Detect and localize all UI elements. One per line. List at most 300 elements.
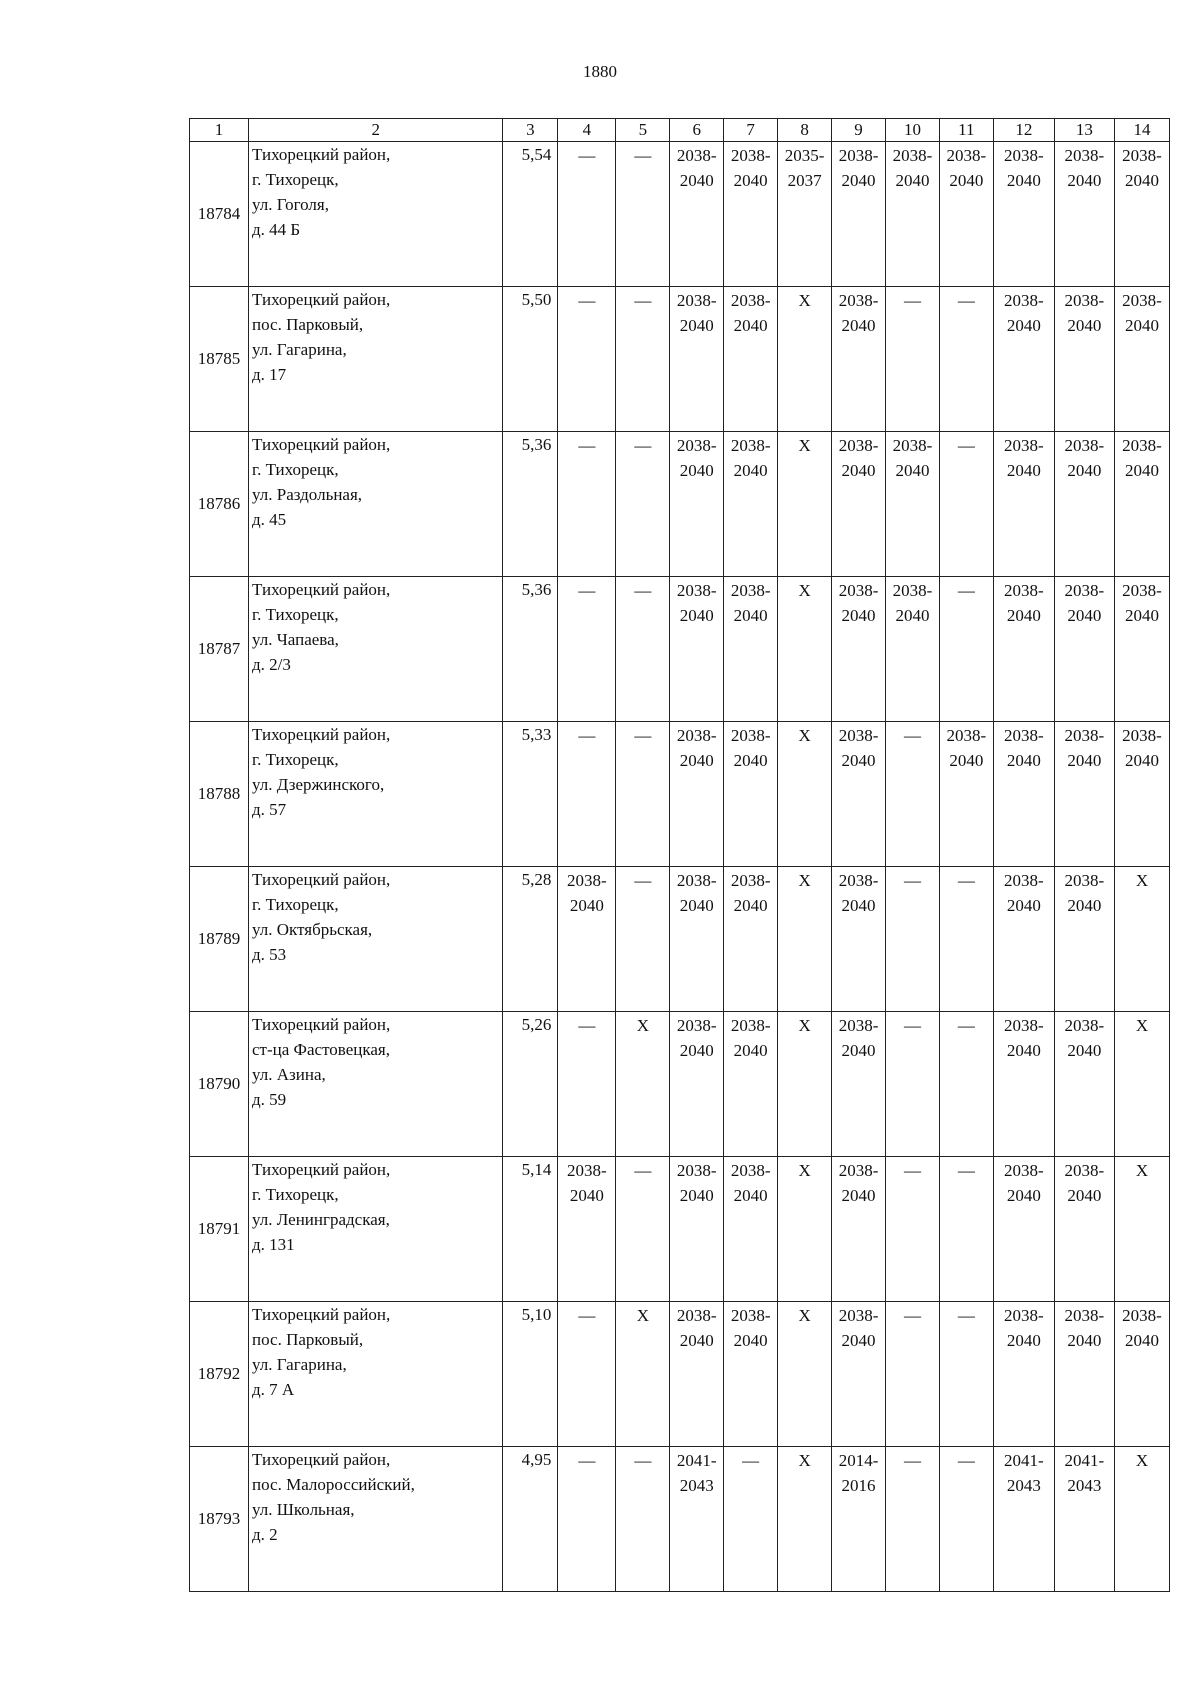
period-cell-c9 <box>832 722 886 867</box>
column-number-cell: 6 <box>670 119 724 142</box>
indicator-value-cell: 5,36 <box>503 432 558 577</box>
period-cell-c4 <box>558 1447 616 1592</box>
address-line: Тихорецкий район, <box>252 435 391 454</box>
period-value: X <box>1135 1016 1149 1035</box>
table-row <box>190 1302 1170 1447</box>
period-value: 2038- <box>1122 436 1162 455</box>
period-value: 2038- <box>1004 436 1044 455</box>
address-line: д. 53 <box>252 945 287 964</box>
period-value: 2038- <box>1064 1016 1105 1035</box>
period-value: 2038- <box>1004 1016 1044 1035</box>
column-number-cell: 14 <box>1114 119 1169 142</box>
period-value: 2040 <box>733 171 768 190</box>
address-line: г. Тихорецк, <box>252 170 339 189</box>
period-value: — <box>957 1161 975 1180</box>
period-cell-c8 <box>778 722 832 867</box>
address-line: г. Тихорецк, <box>252 1185 339 1204</box>
period-value: 2040 <box>841 1331 876 1350</box>
period-value: 2040 <box>949 171 984 190</box>
column-number-cell: 1 <box>190 119 249 142</box>
period-cell-c10 <box>885 1302 939 1447</box>
period-cell-c8 <box>778 1012 832 1157</box>
period-value: — <box>634 871 652 890</box>
period-cell-c12 <box>993 142 1054 287</box>
period-cell-c4 <box>558 1157 616 1302</box>
period-value: 2038- <box>892 146 933 165</box>
column-number-cell: 5 <box>616 119 670 142</box>
period-value: 2038- <box>730 291 771 310</box>
period-value: 2038- <box>730 1161 771 1180</box>
period-value: 2038- <box>838 726 879 745</box>
period-value: 2040 <box>1067 171 1102 190</box>
address-line: ул. Гагарина, <box>252 1355 347 1374</box>
period-value: — <box>903 291 921 310</box>
page-number: 1880 <box>583 62 617 81</box>
period-value: — <box>634 1161 652 1180</box>
period-value: — <box>578 581 596 600</box>
period-value: 2043 <box>1006 1476 1041 1495</box>
period-value: 2040 <box>1006 461 1041 480</box>
period-cell-c10 <box>885 577 939 722</box>
period-value: 2038- <box>676 291 717 310</box>
period-value: 2038- <box>946 146 987 165</box>
period-cell-c14 <box>1114 432 1169 577</box>
period-value: 2040 <box>1124 1331 1159 1350</box>
period-cell-c12 <box>993 722 1054 867</box>
period-cell-c13 <box>1054 142 1114 287</box>
period-cell-c10 <box>885 432 939 577</box>
period-value: 2040 <box>1067 316 1102 335</box>
period-cell-c13 <box>1054 1447 1114 1592</box>
address-line: д. 44 Б <box>252 220 301 239</box>
period-cell-c12 <box>993 1447 1054 1592</box>
period-value: — <box>578 1451 596 1470</box>
period-cell-c8 <box>778 1302 832 1447</box>
period-value: 2038- <box>567 871 607 890</box>
period-value: 2040 <box>1006 1186 1041 1205</box>
period-value: X <box>798 726 811 745</box>
indicator-value-cell: 5,33 <box>503 722 558 867</box>
period-value: 2038- <box>1064 581 1105 600</box>
address-cell <box>249 1012 503 1157</box>
period-cell-c5 <box>616 287 670 432</box>
period-value: 2040 <box>1124 461 1159 480</box>
period-cell-c12 <box>993 577 1054 722</box>
record-id-cell: 18789 <box>190 867 249 1012</box>
period-cell-c5 <box>616 1447 670 1592</box>
period-value: 2037 <box>787 171 822 190</box>
period-cell-c14 <box>1114 722 1169 867</box>
address-line: Тихорецкий район, <box>252 145 391 164</box>
column-number-cell: 8 <box>778 119 832 142</box>
period-value: 2040 <box>679 461 714 480</box>
period-value: 2038- <box>1122 291 1162 310</box>
period-cell-c4 <box>558 287 616 432</box>
column-number-row <box>190 119 1170 142</box>
period-value: X <box>798 581 811 600</box>
period-value: 2041- <box>1064 1451 1105 1470</box>
period-value: — <box>634 291 652 310</box>
period-cell-c6 <box>670 1447 724 1592</box>
period-value: 2038- <box>838 1306 879 1325</box>
period-value: 2040 <box>1067 1041 1102 1060</box>
period-cell-c9 <box>832 867 886 1012</box>
address-line: г. Тихорецк, <box>252 460 339 479</box>
period-value: 2040 <box>733 1186 768 1205</box>
period-value: 2038- <box>838 146 879 165</box>
period-value: — <box>903 871 921 890</box>
period-value: 2041- <box>676 1451 717 1470</box>
period-cell-c11 <box>939 287 993 432</box>
period-value: 2040 <box>841 751 876 770</box>
period-cell-c4 <box>558 577 616 722</box>
period-value: 2040 <box>1006 316 1041 335</box>
period-cell-c13 <box>1054 577 1114 722</box>
indicator-value-cell: 5,10 <box>503 1302 558 1447</box>
period-value: 2038- <box>1004 581 1044 600</box>
period-cell-c9 <box>832 1302 886 1447</box>
address-line: д. 45 <box>252 510 287 529</box>
address-line: г. Тихорецк, <box>252 750 339 769</box>
period-value: 2038- <box>1064 436 1105 455</box>
indicator-value-cell: 5,14 <box>503 1157 558 1302</box>
period-cell-c8 <box>778 432 832 577</box>
address-cell <box>249 1157 503 1302</box>
period-cell-c5 <box>616 1302 670 1447</box>
period-value: — <box>903 1451 921 1470</box>
period-value: 2035- <box>784 146 825 165</box>
period-cell-c5 <box>616 1157 670 1302</box>
address-line: г. Тихорецк, <box>252 605 339 624</box>
period-cell-c14 <box>1114 577 1169 722</box>
period-value: X <box>798 871 811 890</box>
address-line: д. 17 <box>252 365 287 384</box>
period-value: 2040 <box>1006 606 1041 625</box>
period-value: 2040 <box>679 751 714 770</box>
period-cell-c11 <box>939 142 993 287</box>
period-value: 2038- <box>676 581 717 600</box>
record-id-cell: 18790 <box>190 1012 249 1157</box>
period-value: 2040 <box>569 896 604 915</box>
period-cell-c4 <box>558 142 616 287</box>
period-cell-c13 <box>1054 1157 1114 1302</box>
column-number-cell: 12 <box>993 119 1054 142</box>
address-line: д. 57 <box>252 800 287 819</box>
period-cell-c6 <box>670 577 724 722</box>
address-line: ул. Гоголя, <box>252 195 329 214</box>
period-cell-c9 <box>832 432 886 577</box>
period-value: 2040 <box>679 1041 714 1060</box>
period-cell-c11 <box>939 1447 993 1592</box>
period-cell-c6 <box>670 867 724 1012</box>
table-row <box>190 577 1170 722</box>
address-line: Тихорецкий район, <box>252 725 391 744</box>
period-value: 2040 <box>1006 1331 1041 1350</box>
period-cell-c7 <box>724 1012 778 1157</box>
address-cell <box>249 722 503 867</box>
table-row <box>190 1012 1170 1157</box>
period-cell-c5 <box>616 142 670 287</box>
period-cell-c11 <box>939 577 993 722</box>
table-row <box>190 287 1170 432</box>
period-value: 2040 <box>841 1186 876 1205</box>
period-value: X <box>798 1451 811 1470</box>
period-value: 2040 <box>679 896 714 915</box>
period-value: 2040 <box>679 1186 714 1205</box>
period-cell-c7 <box>724 722 778 867</box>
period-value: X <box>1135 1451 1149 1470</box>
period-value: X <box>1135 1161 1149 1180</box>
address-line: д. 131 <box>252 1235 295 1254</box>
period-cell-c5 <box>616 1012 670 1157</box>
period-value: 2038- <box>730 726 771 745</box>
address-line: д. 7 А <box>252 1380 295 1399</box>
period-value: — <box>634 146 652 165</box>
address-cell <box>249 142 503 287</box>
period-cell-c4 <box>558 722 616 867</box>
period-value: 2038- <box>1064 291 1105 310</box>
register-table <box>189 118 1170 1592</box>
period-value: 2040 <box>679 1331 714 1350</box>
period-value: 2040 <box>895 606 930 625</box>
period-value: 2040 <box>841 461 876 480</box>
period-value: X <box>798 291 811 310</box>
period-value: 2040 <box>1006 1041 1041 1060</box>
period-cell-c8 <box>778 867 832 1012</box>
period-value: 2038- <box>730 1306 771 1325</box>
address-line: ст-ца Фастовецкая, <box>252 1040 390 1059</box>
period-value: — <box>903 1016 921 1035</box>
period-cell-c7 <box>724 142 778 287</box>
period-value: 2038- <box>1004 1161 1044 1180</box>
period-value: 2038- <box>892 581 933 600</box>
address-line: ул. Чапаева, <box>252 630 339 649</box>
period-value: 2038- <box>838 291 879 310</box>
period-cell-c5 <box>616 577 670 722</box>
period-cell-c11 <box>939 722 993 867</box>
period-value: 2040 <box>679 171 714 190</box>
period-value: 2043 <box>1067 1476 1102 1495</box>
period-cell-c11 <box>939 867 993 1012</box>
record-id-cell: 18791 <box>190 1157 249 1302</box>
period-value: 2038- <box>1004 871 1044 890</box>
period-value: 2014- <box>838 1451 879 1470</box>
period-cell-c9 <box>832 1157 886 1302</box>
period-cell-c12 <box>993 867 1054 1012</box>
period-cell-c9 <box>832 1447 886 1592</box>
period-value: 2038- <box>730 871 771 890</box>
column-number-cell: 13 <box>1054 119 1114 142</box>
period-cell-c13 <box>1054 287 1114 432</box>
period-value: — <box>903 1161 921 1180</box>
record-id-cell: 18786 <box>190 432 249 577</box>
period-cell-c4 <box>558 432 616 577</box>
period-value: 2040 <box>1067 1331 1102 1350</box>
period-cell-c12 <box>993 1012 1054 1157</box>
table-row <box>190 1447 1170 1592</box>
period-cell-c11 <box>939 1157 993 1302</box>
period-value: 2041- <box>1004 1451 1044 1470</box>
period-cell-c14 <box>1114 1302 1169 1447</box>
period-value: 2038- <box>892 436 933 455</box>
period-value: 2040 <box>1067 751 1102 770</box>
address-line: ул. Ленинградская, <box>252 1210 390 1229</box>
period-value: — <box>578 146 596 165</box>
period-cell-c6 <box>670 1302 724 1447</box>
period-value: X <box>798 1161 811 1180</box>
period-value: 2038- <box>730 146 771 165</box>
column-number-cell: 11 <box>939 119 993 142</box>
period-value: 2043 <box>679 1476 714 1495</box>
period-cell-c6 <box>670 1012 724 1157</box>
period-value: 2040 <box>841 896 876 915</box>
period-cell-c11 <box>939 1012 993 1157</box>
period-cell-c5 <box>616 722 670 867</box>
column-number-cell: 2 <box>249 119 503 142</box>
address-line: д. 2 <box>252 1525 278 1544</box>
address-cell <box>249 287 503 432</box>
period-value: 2040 <box>733 1041 768 1060</box>
period-value: 2040 <box>895 461 930 480</box>
period-value: 2038- <box>838 436 879 455</box>
period-cell-c11 <box>939 1302 993 1447</box>
period-value: — <box>578 726 596 745</box>
period-value: 2038- <box>838 1161 879 1180</box>
period-value: 2038- <box>946 726 987 745</box>
period-cell-c13 <box>1054 1302 1114 1447</box>
period-value: 2040 <box>679 606 714 625</box>
period-cell-c7 <box>724 1447 778 1592</box>
address-cell <box>249 577 503 722</box>
address-cell <box>249 1302 503 1447</box>
period-value: 2040 <box>1006 896 1041 915</box>
period-value: 2016 <box>841 1476 876 1495</box>
address-line: ул. Школьная, <box>252 1500 355 1519</box>
address-line: пос. Парковый, <box>252 1330 364 1349</box>
period-value: 2038- <box>838 581 879 600</box>
period-value: 2040 <box>841 171 876 190</box>
period-value: — <box>742 1451 760 1470</box>
period-value: 2040 <box>841 1041 876 1060</box>
period-cell-c11 <box>939 432 993 577</box>
period-value: 2038- <box>676 1016 717 1035</box>
period-value: 2038- <box>1004 1306 1044 1325</box>
period-value: 2038- <box>1122 581 1162 600</box>
period-value: 2040 <box>1006 171 1041 190</box>
address-line: пос. Парковый, <box>252 315 364 334</box>
period-cell-c8 <box>778 142 832 287</box>
period-value: 2040 <box>1124 316 1159 335</box>
record-id-cell: 18784 <box>190 142 249 287</box>
period-cell-c8 <box>778 1157 832 1302</box>
period-value: 2038- <box>1122 1306 1162 1325</box>
period-cell-c14 <box>1114 1157 1169 1302</box>
period-value: 2038- <box>1064 726 1105 745</box>
period-value: X <box>798 436 811 455</box>
period-cell-c9 <box>832 287 886 432</box>
period-value: 2040 <box>1006 751 1041 770</box>
period-cell-c8 <box>778 1447 832 1592</box>
period-value: X <box>636 1016 649 1035</box>
period-cell-c10 <box>885 867 939 1012</box>
address-line: пос. Малороссийский, <box>252 1475 415 1494</box>
column-number-cell: 3 <box>503 119 558 142</box>
period-cell-c5 <box>616 432 670 577</box>
address-cell <box>249 1447 503 1592</box>
period-cell-c7 <box>724 432 778 577</box>
period-value: X <box>1135 871 1149 890</box>
period-cell-c6 <box>670 432 724 577</box>
period-cell-c12 <box>993 1302 1054 1447</box>
period-value: — <box>903 1306 921 1325</box>
period-value: 2040 <box>733 606 768 625</box>
period-value: 2040 <box>895 171 930 190</box>
period-cell-c5 <box>616 867 670 1012</box>
column-number-cell: 10 <box>885 119 939 142</box>
address-line: ул. Раздольная, <box>252 485 363 504</box>
period-value: 2040 <box>733 1331 768 1350</box>
address-line: Тихорецкий район, <box>252 870 391 889</box>
period-value: 2038- <box>730 1016 771 1035</box>
period-cell-c10 <box>885 1012 939 1157</box>
address-cell <box>249 867 503 1012</box>
period-value: 2040 <box>1124 171 1159 190</box>
period-value: 2038- <box>676 146 717 165</box>
record-id-cell: 18793 <box>190 1447 249 1592</box>
period-value: — <box>957 291 975 310</box>
table-row <box>190 722 1170 867</box>
period-cell-c7 <box>724 577 778 722</box>
period-value: 2040 <box>569 1186 604 1205</box>
period-value: 2038- <box>1004 291 1044 310</box>
record-id-cell: 18787 <box>190 577 249 722</box>
period-cell-c10 <box>885 1447 939 1592</box>
address-line: ул. Октябрьская, <box>252 920 373 939</box>
period-cell-c10 <box>885 142 939 287</box>
period-cell-c14 <box>1114 1012 1169 1157</box>
address-line: Тихорецкий район, <box>252 580 391 599</box>
period-cell-c7 <box>724 1302 778 1447</box>
period-cell-c8 <box>778 577 832 722</box>
column-number-cell: 7 <box>724 119 778 142</box>
period-cell-c10 <box>885 287 939 432</box>
period-value: 2040 <box>841 316 876 335</box>
period-cell-c13 <box>1054 867 1114 1012</box>
period-cell-c9 <box>832 577 886 722</box>
column-number-cell: 9 <box>832 119 886 142</box>
period-value: 2038- <box>676 726 717 745</box>
period-value: 2038- <box>1064 1306 1105 1325</box>
period-value: — <box>903 726 921 745</box>
period-cell-c10 <box>885 722 939 867</box>
period-cell-c7 <box>724 867 778 1012</box>
period-value: — <box>634 726 652 745</box>
period-value: 2038- <box>676 1161 717 1180</box>
indicator-value-cell: 5,50 <box>503 287 558 432</box>
indicator-value-cell: 5,36 <box>503 577 558 722</box>
period-cell-c14 <box>1114 287 1169 432</box>
address-line: ул. Азина, <box>252 1065 326 1084</box>
period-value: — <box>957 581 975 600</box>
period-value: 2038- <box>1064 871 1105 890</box>
period-cell-c8 <box>778 287 832 432</box>
table-row <box>190 432 1170 577</box>
indicator-value-cell: 5,28 <box>503 867 558 1012</box>
address-line: Тихорецкий район, <box>252 1160 391 1179</box>
period-cell-c4 <box>558 1302 616 1447</box>
period-cell-c9 <box>832 1012 886 1157</box>
table-row <box>190 1157 1170 1302</box>
